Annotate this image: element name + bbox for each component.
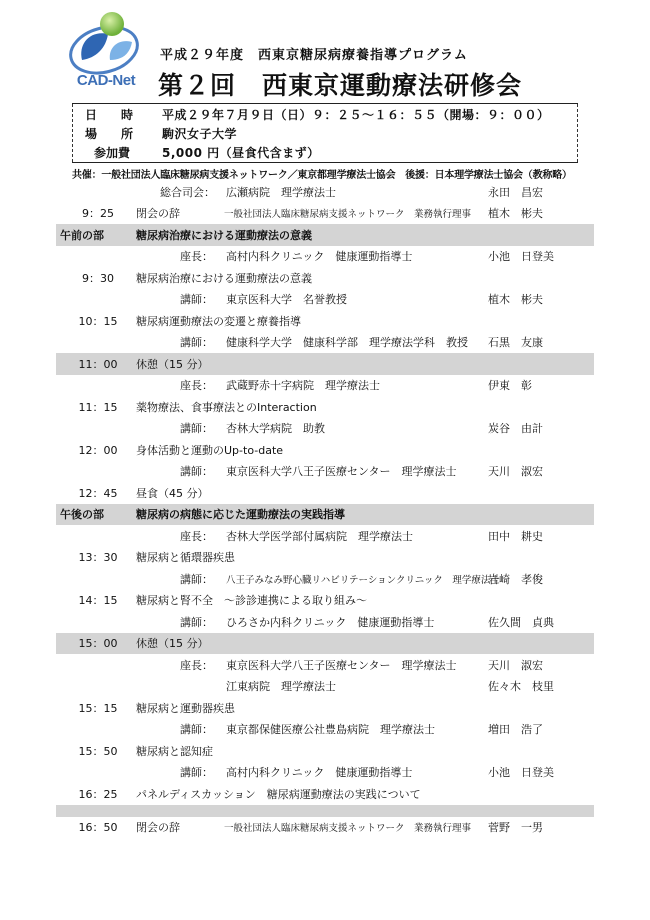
person-row	[56, 611, 594, 633]
person-name: 岩崎 孝俊	[488, 572, 543, 586]
program-item-row	[56, 697, 594, 719]
role-label: 座長：	[180, 379, 213, 393]
program-title: 糖尿病と運動器疾患	[136, 701, 235, 715]
affiliation-cell: 東京医科大学八王子医療センター 理学療法士	[226, 658, 457, 672]
fee-value: 5,000 円（昼食代含まず）	[162, 146, 320, 160]
program-item-row	[56, 396, 594, 418]
time-cell: 11：00	[78, 357, 118, 371]
affiliation-cell: 東京都保健医療公社豊島病院 理学療法士	[226, 723, 435, 737]
affiliation-cell: 東京医科大学 名誉教授	[226, 293, 347, 307]
role-label: 講師：	[180, 723, 213, 737]
program-item-row	[56, 439, 594, 461]
affiliation-cell: 東京医科大学八王子医療センター 理学療法士	[226, 465, 457, 479]
blank-separator-row	[56, 805, 594, 817]
person-name: 小池 日登美	[488, 766, 554, 780]
affiliation-cell: 八王子みなみ野心臓リハビリテーションクリニック 理学療法士	[226, 574, 500, 586]
break-row	[56, 633, 594, 655]
person-name: 増田 浩了	[488, 723, 543, 737]
time-cell: 12：45	[78, 486, 118, 500]
program-title: 薬物療法、食事療法とのInteraction	[136, 400, 317, 414]
role-label: 講師：	[180, 766, 213, 780]
program-item-row	[56, 547, 594, 569]
fee-row	[72, 143, 320, 162]
person-row	[56, 461, 594, 483]
time-cell: 16：25	[78, 787, 118, 801]
time-cell: 15：50	[78, 744, 118, 758]
role-label: 講師：	[180, 422, 213, 436]
section-header-row	[56, 224, 594, 246]
program-title: 糖尿病運動療法の変遷と療養指導	[136, 314, 301, 328]
break-title: 休憩（15 分）	[136, 357, 209, 371]
program-title: 閉会の辞	[136, 207, 180, 221]
program-title: 昼食（45 分）	[136, 486, 209, 500]
time-cell: 9：30	[82, 271, 114, 285]
time-cell: 15：00	[78, 637, 118, 651]
cad-net-logo	[60, 8, 152, 94]
section-title: 糖尿病治療における運動療法の意義	[136, 228, 312, 242]
program-title: 糖尿病治療における運動療法の意義	[136, 271, 312, 285]
logo-text: CAD-Net	[76, 72, 136, 89]
role-label: 講師：	[180, 615, 213, 629]
sponsors-line: 共催：一般社団法人臨床糖尿病支援ネットワーク／東京都理学療法士協会 後援：日本理学療法士協会（教称略）	[72, 170, 572, 181]
section-header-row	[56, 504, 594, 526]
affiliation-cell: 江東病院 理学療法士	[226, 680, 336, 694]
time-cell: 13：30	[78, 551, 118, 565]
person-row	[56, 246, 594, 268]
person-name: 伊東 彰	[488, 379, 532, 393]
role-label: 座長：	[180, 658, 213, 672]
time-cell: 11：15	[78, 400, 118, 414]
affiliation-cell: 杏林大学医学部付属病院 理学療法士	[226, 529, 413, 543]
person-row	[56, 719, 594, 741]
role-label: 座長：	[180, 529, 213, 543]
organizer-cell: 一般社団法人臨床糖尿病支援ネットワーク 業務執行理事	[224, 823, 472, 835]
role-label: 講師：	[180, 465, 213, 479]
person-name: 炭谷 由計	[488, 422, 543, 436]
date-row	[72, 105, 550, 124]
program-title: 身体活動と運動のUp-to-date	[136, 443, 284, 457]
section-label: 午前の部	[60, 228, 104, 242]
fee-label: 参加費	[93, 146, 130, 160]
program-item-row	[56, 740, 594, 762]
place-label: 場 所	[84, 127, 139, 141]
affiliation-cell: 広瀬病院 理学療法士	[226, 185, 336, 199]
role-label: 講師：	[180, 293, 213, 307]
program-subtitle: 平成２９年度 西東京糖尿病療養指導プログラム	[160, 48, 468, 63]
person-name: 永田 昌宏	[488, 185, 543, 199]
time-cell: 9：25	[82, 207, 114, 221]
person-name: 植木 彬夫	[488, 207, 543, 221]
person-name: 天川 淑宏	[488, 658, 543, 672]
organizer-cell: 一般社団法人臨床糖尿病支援ネットワーク 業務執行理事	[224, 209, 472, 221]
affiliation-cell: 高村内科クリニック 健康運動指導士	[226, 766, 413, 780]
place-value: 駒沢女子大学	[162, 127, 238, 141]
time-cell: 16：50	[78, 821, 118, 835]
program-title: パネルディスカッション 糖尿病運動療法の実践について	[136, 787, 421, 801]
person-row	[56, 375, 594, 397]
person-row	[56, 676, 594, 698]
affiliation-cell: ひろさか内科クリニック 健康運動指導士	[226, 615, 435, 629]
person-name: 石黒 友康	[488, 336, 543, 350]
place-row	[72, 124, 237, 143]
person-name: 佐久間 貞典	[488, 615, 554, 629]
person-row	[56, 181, 594, 203]
affiliation-cell: 健康科学大学 健康科学部 理学療法学科 教授	[226, 336, 468, 350]
person-row	[56, 289, 594, 311]
role-label: 座長：	[180, 250, 213, 264]
program-item-row	[56, 482, 594, 504]
program-item-row	[56, 817, 594, 839]
person-row	[56, 332, 594, 354]
person-name: 田中 耕史	[488, 529, 543, 543]
time-cell: 12：00	[78, 443, 118, 457]
leaf-globe-icon	[60, 8, 152, 78]
person-name: 植木 彬夫	[488, 293, 543, 307]
affiliation-cell: 杏林大学病院 助教	[226, 422, 325, 436]
person-row	[56, 525, 594, 547]
date-value: 平成２９年７月９日（日）９：２５〜１６：５５（開場：９：００）	[162, 108, 550, 122]
program-item-row	[56, 590, 594, 612]
person-name: 天川 淑宏	[488, 465, 543, 479]
person-name: 小池 日登美	[488, 250, 554, 264]
time-cell: 15：15	[78, 701, 118, 715]
time-cell: 14：15	[78, 594, 118, 608]
affiliation-cell: 高村内科クリニック 健康運動指導士	[226, 250, 413, 264]
role-label: 講師：	[180, 572, 213, 586]
person-name: 菅野 一男	[488, 821, 543, 835]
person-row	[56, 418, 594, 440]
program-title: 糖尿病と認知症	[136, 744, 213, 758]
role-label: 講師：	[180, 336, 213, 350]
program-item-row	[56, 310, 594, 332]
program-item-row	[56, 783, 594, 805]
program-item-row	[56, 267, 594, 289]
program-title: 閉会の辞	[136, 821, 180, 835]
program-title: 糖尿病と循環器疾患	[136, 551, 235, 565]
affiliation-cell: 武蔵野赤十字病院 理学療法士	[226, 379, 380, 393]
date-label: 日 時	[84, 108, 139, 122]
page-title: 第２回 西東京運動療法研修会	[158, 71, 523, 100]
person-name: 佐々木 枝里	[488, 680, 554, 694]
event-info-box	[72, 103, 578, 163]
person-row	[56, 762, 594, 784]
schedule-table	[56, 181, 594, 838]
section-label: 午後の部	[60, 508, 104, 522]
role-label: 総合司会：	[160, 185, 215, 199]
break-title: 休憩（15 分）	[136, 637, 209, 651]
time-cell: 10：15	[78, 314, 118, 328]
section-title: 糖尿病の病態に応じた運動療法の実践指導	[136, 508, 345, 522]
program-item-row	[56, 203, 594, 225]
break-row	[56, 353, 594, 375]
program-title: 糖尿病と腎不全 〜診診連携による取り組み〜	[136, 594, 367, 608]
person-row	[56, 568, 594, 590]
person-row	[56, 654, 594, 676]
